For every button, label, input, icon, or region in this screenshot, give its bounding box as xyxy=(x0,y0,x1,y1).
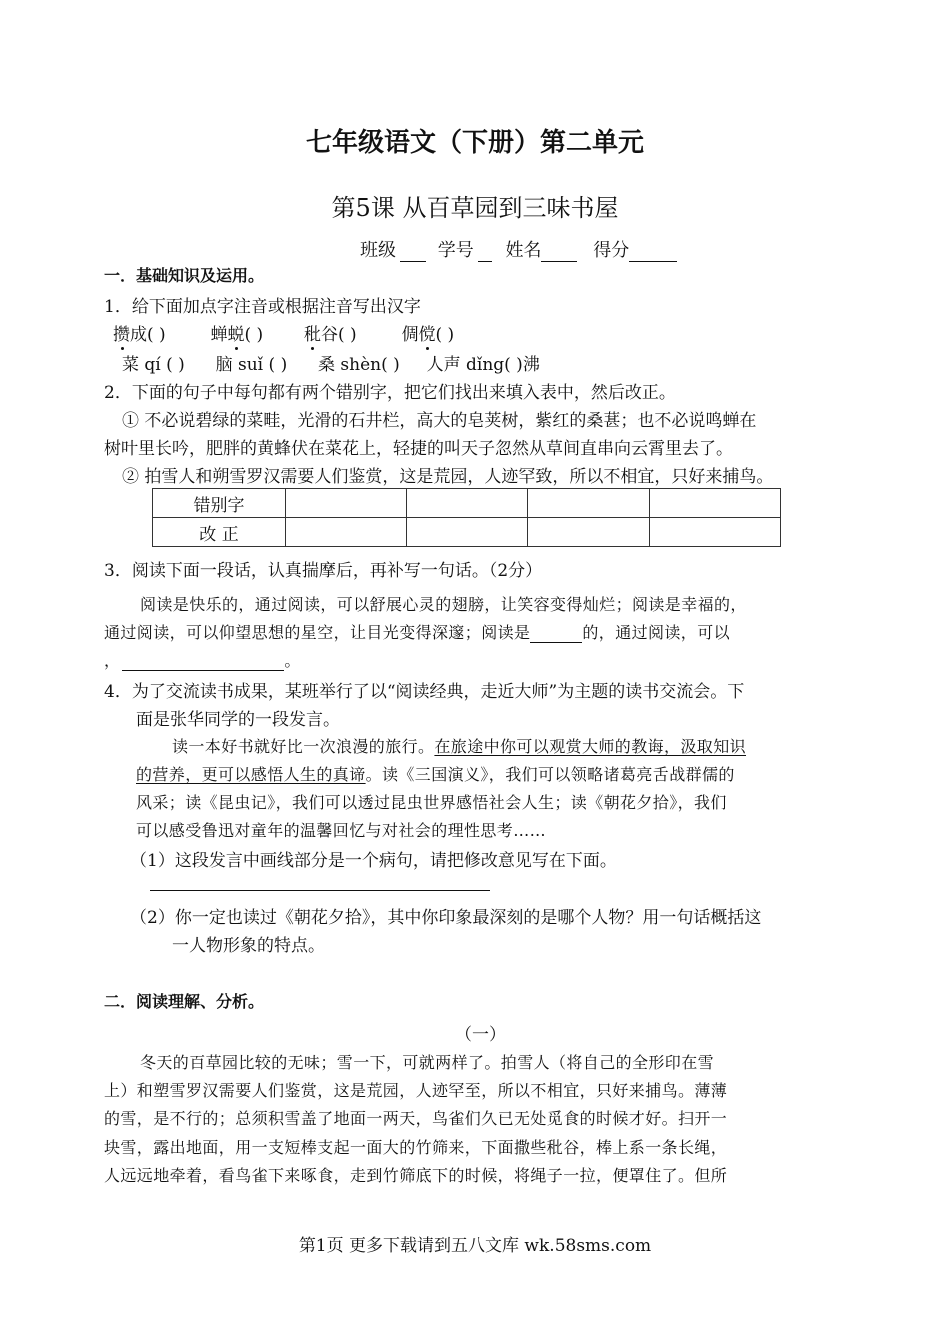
q4-speech-line-2: 的营养，更可以感悟人生的真谛。读《三国演义》，我们可以领略诸葛亮舌战群儒的 xyxy=(136,765,735,784)
dotted-char: 傥 xyxy=(418,320,435,345)
reading-part-label: （一） xyxy=(455,1025,506,1045)
table-cell[interactable] xyxy=(286,489,407,518)
name-label: 姓名 xyxy=(505,240,542,261)
table-label-wrong: 错别字 xyxy=(153,489,286,518)
q1-pinyin-4: 人声 dǐng( )沸 xyxy=(426,355,540,375)
q2-sentence-2: ② 拍雪人和朔雪罗汉需要人们鉴赏，这是荒园，人迹罕致，所以不相宜，只好来捕鸟。 xyxy=(122,467,774,487)
correction-table xyxy=(152,488,781,547)
section-2-heading: 二．阅读理解、分析。 xyxy=(104,992,265,1011)
q4-sub-2b: 一人物形象的特点。 xyxy=(172,936,325,956)
table-cell[interactable] xyxy=(650,518,781,547)
q3-line-1: 阅读是快乐的，通过阅读，可以舒展心灵的翅膀，让笑容变得灿烂；阅读是幸福的， xyxy=(140,595,747,614)
q4-prompt-1: 4．为了交流读书成果，某班举行了以“阅读经典，走近大师”为主题的读书交流会。下 xyxy=(104,682,745,702)
passage-line-1: 冬天的百草园比较的无味；雪一下，可就两样了。拍雪人（将自己的全形印在雪 xyxy=(140,1053,715,1072)
q1-row1 xyxy=(113,320,454,345)
q4-sub-1: （1）这段发言中画线部分是一个病句，请把修改意见写在下面。 xyxy=(130,851,617,871)
passage-line-3: 的雪，是不行的；总须积雪盖了地面一两天，鸟雀们久已无处觅食的时候才好。扫开一 xyxy=(104,1109,728,1128)
passage-line-5: 人远远地牵着，看鸟雀下来啄食，走到竹筛底下的时候，将绳子一拉，便罩住了。但所 xyxy=(104,1166,728,1185)
q2-sentence-1b: 树叶里长吟，肥胖的黄蜂伏在菜花上，轻捷的叫天子忽然从草间直串向云霄里去了。 xyxy=(104,439,733,459)
score-label: 得分 xyxy=(593,240,630,261)
table-cell[interactable] xyxy=(286,518,407,547)
table-cell[interactable] xyxy=(407,518,528,547)
table-cell[interactable] xyxy=(528,518,650,547)
q1-item-4: 倜傥( ) xyxy=(401,325,454,345)
q4-sub-2a: （2）你一定也读过《朝花夕拾》，其中你印象最深刻的是哪个人物？用一句话概括这 xyxy=(130,908,762,928)
q3-blank-1[interactable] xyxy=(530,624,582,643)
q3-line-2: 通过阅读，可以仰望思想的星空，让目光变得深邃；阅读是 的，通过阅读，可以 xyxy=(104,623,731,642)
q1-item-1: 攒成( ) xyxy=(113,325,166,345)
q1-row2 xyxy=(122,350,540,375)
dotted-char: 秕 xyxy=(304,320,321,345)
table-label-correct: 改 正 xyxy=(153,518,286,547)
table-cell[interactable] xyxy=(650,489,781,518)
q1-pinyin-3: 桑 shèn( ) xyxy=(318,355,400,375)
dotted-char: 蜕 xyxy=(227,320,244,345)
q4-speech-line-4: 可以感受鲁迅对童年的温馨回忆与对社会的理性思考…… xyxy=(136,821,547,840)
q1-item-3: 秕谷( ) xyxy=(304,325,357,345)
table-cell[interactable] xyxy=(407,489,528,518)
q1-prompt: 1．给下面加点字注音或根据注音写出汉字 xyxy=(104,297,421,317)
class-blank xyxy=(400,243,426,262)
q4-speech-line-3: 风采；读《昆虫记》，我们可以透过昆虫世界感悟社会人生；读《朝花夕拾》，我们 xyxy=(136,793,727,812)
q2-sentence-1a: ① 不必说碧绿的菜畦，光滑的石井栏，高大的皂荚树，紫红的桑葚；也不必说鸣蝉在 xyxy=(122,411,757,431)
q3-line-3: ， 。 xyxy=(104,651,301,670)
table-row xyxy=(153,518,781,547)
q4-prompt-2: 面是张华同学的一段发言。 xyxy=(136,710,340,730)
q1-pinyin-1: 菜 qí ( ) xyxy=(122,355,185,375)
student-info-line xyxy=(360,236,677,262)
number-label: 学号 xyxy=(437,240,474,261)
q4-underlined-sentence-cont: 的营养，更可以感悟人生的真谛 xyxy=(136,765,366,784)
q4-underlined-sentence: 在旅途中你可以观赏大师的教诲，汲取知识 xyxy=(434,737,747,756)
name-blank xyxy=(541,243,577,262)
passage-line-4: 块雪，露出地面，用一支短棒支起一面大的竹筛来，下面撒些秕谷，棒上系一条长绳， xyxy=(104,1138,728,1157)
q3-blank-2[interactable] xyxy=(122,652,284,671)
page-footer: 第1页 更多下载请到五八文库 wk.58sms.com xyxy=(298,1236,652,1256)
q1-pinyin-2: 脑 suǐ ( ) xyxy=(215,355,288,375)
q1-item-2: 蝉蜕( ) xyxy=(210,325,263,345)
lesson-title: 第5课 从百草园到三味书屋 xyxy=(331,194,619,222)
table-row xyxy=(153,489,781,518)
q3-prompt: 3．阅读下面一段话，认真揣摩后，再补写一句话。（2分） xyxy=(104,561,543,581)
q4-answer-line[interactable] xyxy=(150,890,490,891)
page-title: 七年级语文（下册）第二单元 xyxy=(305,128,644,158)
number-blank xyxy=(478,243,492,262)
table-cell[interactable] xyxy=(528,489,650,518)
score-blank xyxy=(629,243,677,262)
section-1-heading: 一．基础知识及运用。 xyxy=(104,266,265,285)
class-label: 班级 xyxy=(360,240,396,261)
q4-speech-line-1: 读一本好书就好比一次浪漫的旅行。在旅途中你可以观赏大师的教诲，汲取知识 xyxy=(172,737,747,756)
q2-prompt: 2．下面的句子中每句都有两个错别字，把它们找出来填入表中，然后改正。 xyxy=(104,383,676,403)
dotted-char: 攒 xyxy=(113,320,130,345)
passage-line-2: 上）和塑雪罗汉需要人们鉴赏，这是荒园，人迹罕至，所以不相宜，只好来捕鸟。薄薄 xyxy=(104,1081,728,1100)
